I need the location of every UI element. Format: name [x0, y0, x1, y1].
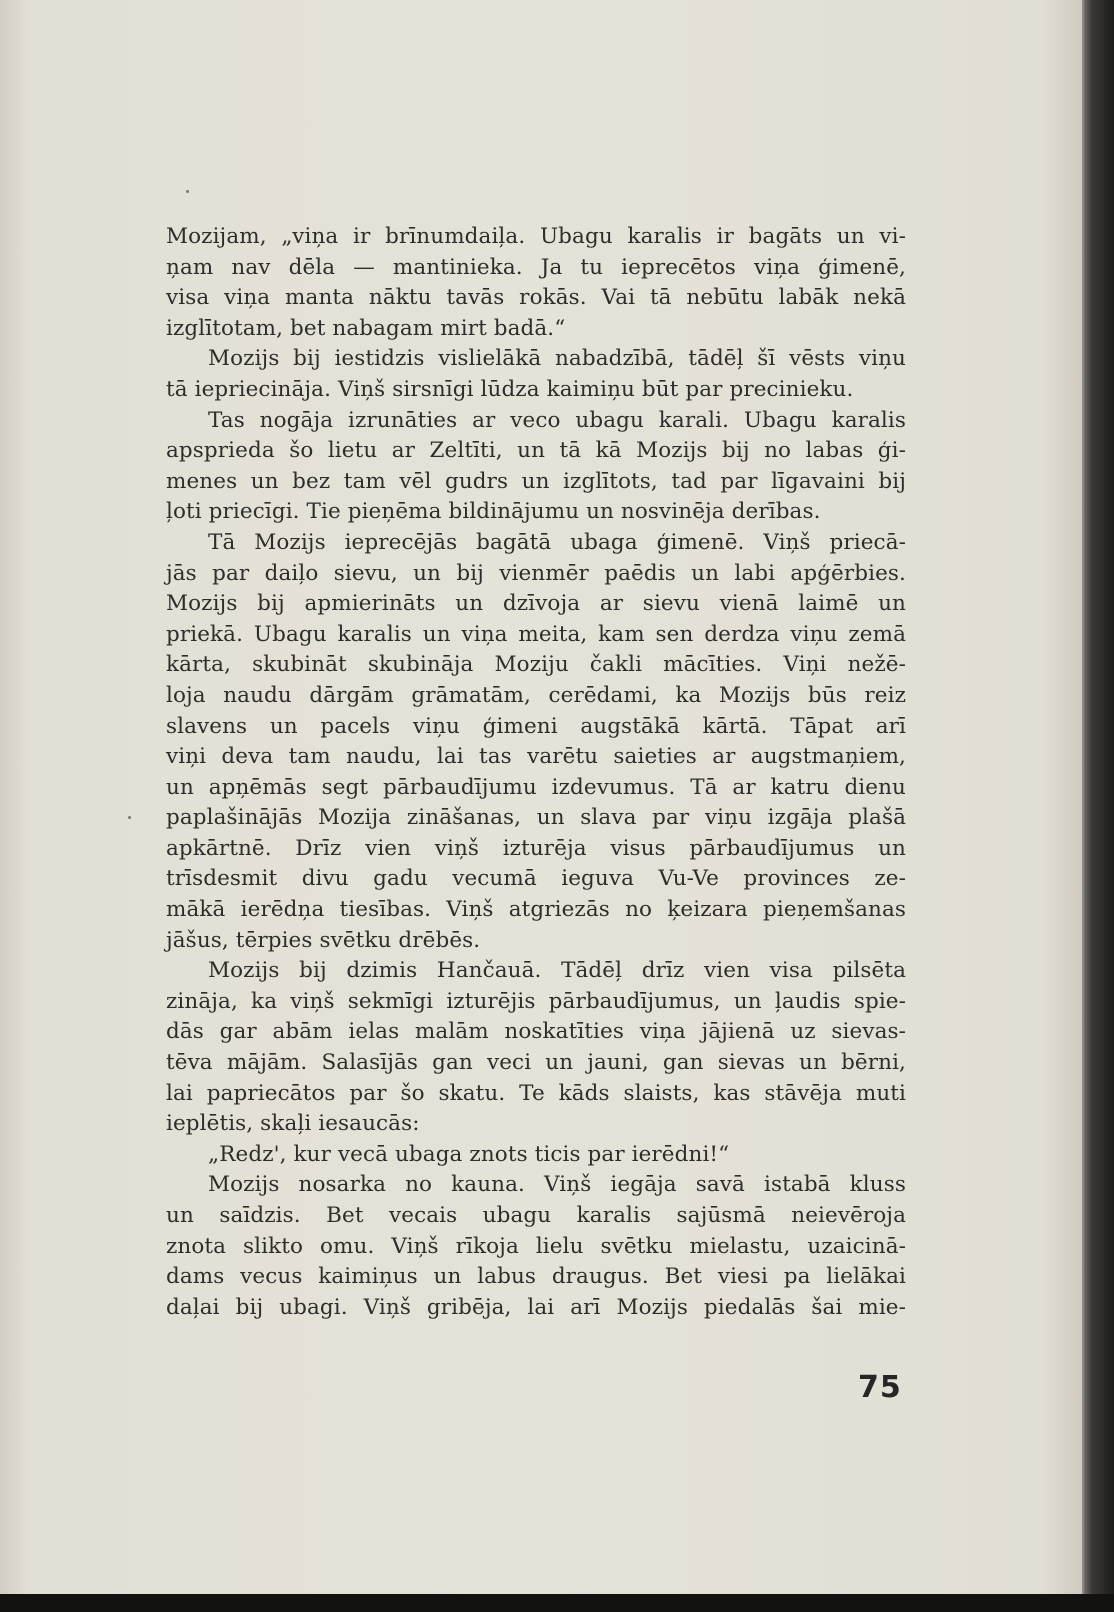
text-line: jāšus, tērpies svētku drēbēs. [166, 927, 481, 953]
text-line: „Redz', kur vecā ubaga znots ticis par ierēdni!“ [208, 1141, 730, 1167]
text-line: Tā Mozijs ieprecējās bagātā ubaga ģimenē. Viņš priecā- [208, 529, 906, 555]
book-spine-edge [1084, 0, 1114, 1594]
text-line: kārta, skubināt skubināja Moziju čakli mācīties. Viņi nežē- [166, 652, 906, 678]
text-line: tā iepriecināja. Viņš sirsnīgi lūdza kaimiņu būt par precinieku. [166, 376, 854, 402]
text-line: apsprieda šo lietu ar Zeltīti, un tā kā Mozijs bij no labas ģi- [166, 438, 906, 464]
text-line: tēva mājām. Salasījās gan veci un jauni, gan sievas un bērni, [166, 1050, 906, 1076]
text-line: Mozijs bij dzimis Hančauā. Tādēļ drīz vien visa pilsēta [208, 958, 906, 984]
paper-speck [186, 190, 189, 193]
text-line: Mozijs bij apmierināts un dzīvoja ar sievu vienā laimē un [166, 591, 906, 617]
text-line: ieplētis, skaļi iesaucās: [166, 1111, 420, 1137]
text-line: un saīdzis. Bet vecais ubagu karalis sajūsmā neievēroja [166, 1203, 906, 1228]
text-line: Mozijam, „viņa ir brīnumdaiļa. Ubagu karalis ir bagāts un vi- [166, 224, 906, 249]
text-line: slavens un pacels viņu ģimeni augstākā kārtā. Tāpat arī [166, 713, 906, 739]
book-bottom-edge [0, 1594, 1114, 1612]
page-number: 75 [858, 1370, 902, 1405]
text-line: izglītotam, bet nabagam mirt badā.“ [166, 315, 566, 341]
text-line: mākā ierēdņa tiesības. Viņš atgriezās no ķeizara pieņemšanas [166, 897, 906, 923]
text-line: ļoti priecīgi. Tie pieņēma bildinājumu un nosvinēja derības. [166, 499, 821, 525]
text-line: trīsdesmit divu gadu vecumā ieguva Vu-Ve provinces ze- [166, 866, 906, 892]
text-line: priekā. Ubagu karalis un viņa meita, kam sen derdza viņu zemā [166, 621, 906, 647]
text-line: dams vecus kaimiņus un labus draugus. Bet viesi pa lielākai [166, 1264, 906, 1290]
text-line: viņi deva tam naudu, lai tas varētu saieties ar augstmaņiem, [166, 744, 906, 770]
text-line: menes un bez tam vēl gudrs un izglītots, tad par līgavaini bij [166, 468, 906, 494]
text-line: ņam nav dēla — mantinieka. Ja tu ieprecētos viņa ģimenē, [166, 254, 906, 280]
text-line: Mozijs nosarka no kauna. Viņš iegāja savā istabā kluss [208, 1172, 906, 1198]
text-line: Tas nogāja izrunāties ar veco ubagu karali. Ubagu karalis [208, 407, 906, 433]
text-line: daļai bij ubagi. Viņš gribēja, lai arī Mozijs piedalās šai mie- [166, 1294, 906, 1320]
text-line: znota slikto omu. Viņš rīkoja lielu svētku mielastu, uzaicinā- [166, 1233, 906, 1259]
text-line: visa viņa manta nāktu tavās rokās. Vai tā nebūtu labāk nekā [166, 285, 906, 311]
text-line: lai papriecātos par šo skatu. Te kāds slaists, kas stāvēja muti [166, 1080, 906, 1106]
body-text [166, 222, 906, 1323]
text-line: Mozijs bij iestidzis vislielākā nabadzībā, tādēļ šī vēsts viņu [208, 346, 906, 372]
text-line: un apņēmās segt pārbaudījumu izdevumus. Tā ar katru dienu [166, 774, 906, 800]
text-line: apkārtnē. Drīz vien viņš izturēja visus pārbaudījumus un [166, 835, 906, 861]
paper-speck [128, 816, 131, 819]
text-line: dās gar abām ielas malām noskatīties viņa jājienā uz sievas- [166, 1019, 906, 1045]
text-line: loja naudu dārgām grāmatām, cerēdami, ka Mozijs būs reiz [166, 682, 906, 708]
text-line: jās par daiļo sievu, un bij vienmēr paēdis un labi apģērbies. [166, 560, 906, 586]
text-line: zināja, ka viņš sekmīgi izturējis pārbaudījumus, un ļaudis spie- [166, 988, 906, 1014]
text-line: paplašinājās Mozija zināšanas, un slava par viņu izgāja plašā [166, 805, 906, 831]
